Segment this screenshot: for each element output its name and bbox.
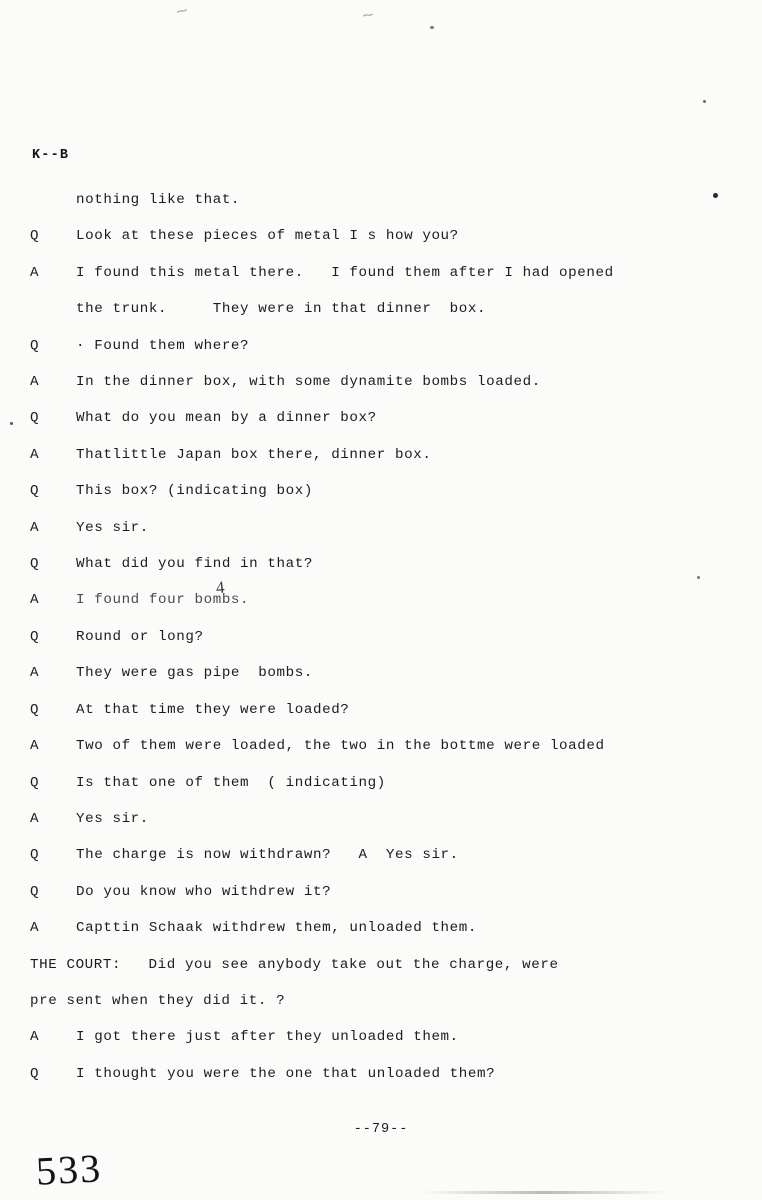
- line-text: What did you find in that?: [76, 556, 313, 573]
- transcript-line: [30, 1019, 736, 1055]
- transcript-line: [30, 582, 736, 618]
- transcript-line-court: [30, 947, 736, 983]
- line-text: Thatlittle Japan box there, dinner box.: [76, 446, 432, 463]
- speaker-tag: A: [30, 592, 40, 609]
- transcript-line: [30, 874, 736, 910]
- transcript-line: [30, 619, 736, 655]
- line-text: · Found them where?: [76, 337, 250, 354]
- speaker-tag: THE COURT:: [30, 956, 149, 973]
- transcript-body: [30, 182, 736, 1092]
- line-text: I found this metal there. I found them after I had opened: [76, 264, 614, 281]
- line-text: They were gas pipe bombs.: [76, 665, 313, 682]
- scan-speck: [430, 26, 434, 29]
- line-text: What do you mean by a dinner box?: [76, 410, 377, 427]
- speaker-tag: A: [30, 264, 40, 281]
- line-text: This box? (indicating box): [76, 483, 313, 500]
- line-text: Two of them were loaded, the two in the bottme were loaded: [76, 738, 605, 755]
- transcript-line: [30, 837, 736, 873]
- transcript-line: [30, 291, 736, 327]
- speaker-tag: A: [30, 810, 40, 827]
- line-text: Yes sir.: [76, 519, 149, 536]
- speaker-tag: A: [30, 665, 40, 682]
- line-text: I got there just after they unloaded them.: [76, 1029, 459, 1046]
- scan-mark-top-center: ⁓: [361, 9, 375, 24]
- speaker-tag: A: [30, 920, 40, 937]
- speaker-tag: Q: [30, 883, 40, 900]
- scan-edge-smudge: [420, 1191, 670, 1194]
- transcript-line: [30, 692, 736, 728]
- line-text: the trunk. They were in that dinner box.: [76, 301, 487, 318]
- speaker-tag: Q: [30, 556, 40, 573]
- scan-mark-top-left: ⁓: [175, 5, 189, 20]
- transcript-line: [30, 765, 736, 801]
- line-text: Capttin Schaak withdrew them, unloaded them.: [76, 920, 478, 937]
- speaker-tag: Q: [30, 337, 40, 354]
- transcript-line: [30, 801, 736, 837]
- scan-speck: [10, 422, 13, 425]
- line-text: I thought you were the one that unloaded them?: [76, 1065, 496, 1082]
- archive-stamp: 533: [34, 1145, 104, 1194]
- transcript-line: [30, 655, 736, 691]
- transcript-line: [30, 910, 736, 946]
- transcript-line: [30, 510, 736, 546]
- transcript-line: [30, 364, 736, 400]
- transcript-line: [30, 728, 736, 764]
- speaker-tag: Q: [30, 228, 40, 245]
- line-text: The charge is now withdrawn? A Yes sir.: [76, 847, 459, 864]
- page-number: --79--: [353, 1122, 409, 1137]
- line-text: Round or long?: [76, 628, 204, 645]
- speaker-tag: Q: [30, 1065, 40, 1082]
- speaker-tag: Q: [30, 410, 40, 427]
- line-text: Do you know who withdrew it?: [76, 883, 332, 900]
- document-label: K--B: [32, 148, 70, 163]
- line-text: In the dinner box, with some dynamite bombs loaded.: [76, 374, 541, 391]
- scan-speck: [703, 100, 706, 103]
- line-text: Look at these pieces of metal I s how you?: [76, 228, 459, 245]
- speaker-tag: Q: [30, 847, 40, 864]
- line-text: pre sent when they did it. ?: [30, 992, 286, 1009]
- transcript-line: [30, 255, 736, 291]
- line-text: Did you see anybody take out the charge, were: [148, 956, 559, 973]
- line-text: Yes sir.: [76, 810, 149, 827]
- line-text: Is that one of them ( indicating): [76, 774, 386, 791]
- speaker-tag: Q: [30, 483, 40, 500]
- transcript-line: [30, 983, 736, 1019]
- speaker-tag: Q: [30, 774, 40, 791]
- speaker-tag: A: [30, 738, 40, 755]
- speaker-tag: A: [30, 519, 40, 536]
- speaker-tag: A: [30, 446, 40, 463]
- speaker-tag: A: [30, 1029, 40, 1046]
- transcript-line: [30, 473, 736, 509]
- speaker-tag: Q: [30, 628, 40, 645]
- transcript-line: [30, 218, 736, 254]
- transcript-line: [30, 546, 736, 582]
- speaker-tag: A: [30, 374, 40, 391]
- transcript-line: [30, 437, 736, 473]
- line-text: nothing like that.: [76, 192, 241, 208]
- transcript-line: [30, 1056, 736, 1092]
- handwritten-insertion: 4: [214, 577, 226, 598]
- transcript-line: [30, 328, 736, 364]
- speaker-tag: Q: [30, 701, 40, 718]
- transcript-line: [30, 182, 736, 218]
- line-text: I found four bombs.: [76, 592, 250, 609]
- transcript-line: [30, 400, 736, 436]
- line-text: At that time they were loaded?: [76, 701, 350, 718]
